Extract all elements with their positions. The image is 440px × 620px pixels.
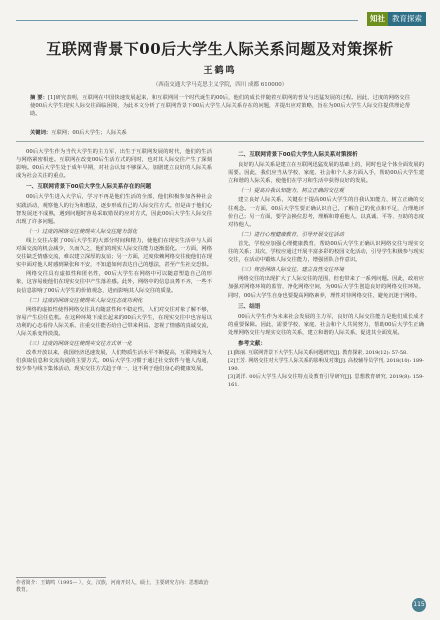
- keywords: [30, 128, 410, 136]
- body-paragraph: 改革开放以来，我国经济迅速发展，人们物质生活水平不断提高，互联网成为人们获取信息和交流沟通的主要方式。00后大学生习惯于通过社交软件与他人沟通，较少参与线下集体活动，现实交往方式趋于单一，这不利于他们身心的健康发展。: [16, 350, 212, 373]
- subsection-heading: （二）进行心理健康教育，引导开展交往活动: [238, 231, 344, 238]
- body-paragraph: 00后大学生作为当代大学生的主力军，出生于互联网发展的时代，他们的生活与网络紧密相连。互联网在改变00后生活方式的同时，也对其人际交往产生了深刻影响。00后大学生处于成年早期，对社会认知不够深入，加剧建立良好的人际关系成为社会关注的重点。: [16, 149, 212, 180]
- reference-entry: [1]陈丽. 互联网背景下大学生人际关系问题研究[J]. 教育探索, 2019(12): 57-58.: [228, 350, 408, 357]
- article-author: 王鹤鸣: [203, 66, 237, 76]
- abstract-text: [1]研究表明，互联网在中国快速发展起来，和互联网同一个时代诞生的00后，他们的成长伴随着互联网的普及与迅猛发展的过程。因此，过度的网络交往使00后大学生现实人际交往面临困境，为此本文分析了互联网背景下00后大学生人际关系存在的问题，并提出应对策略，旨在为00后大学生人际交往提供理论帮助。: [30, 95, 410, 118]
- subsection-heading: （二）过度的网络交往使现实人际交往态度功利化: [26, 297, 143, 304]
- section-tag-short: 知社: [367, 12, 388, 26]
- author-footnote: 作者简介：王鹤鸣（1995— ），女，汉族，河南开封人，硕士，主要研究方向：思想政治教育。: [16, 580, 209, 593]
- section-heading: 三、结语: [238, 303, 261, 310]
- author-affiliation: （西南交通大学马克思主义学院，四川 成都 610000）: [152, 82, 288, 88]
- section-heading: 一、互联网背景下00后大学生人际关系存在的问题: [26, 184, 152, 191]
- reference-entry: [3]刘洋. 00后大学生人际交往特点及教育引导研究[J]. 思想教育研究, 2019(8): 159-161.: [228, 374, 424, 388]
- section-heading: 二、互联网背景下00后大学生人际关系对策探析: [238, 152, 358, 158]
- body-column-left: [16, 148, 212, 374]
- abstract: [30, 94, 410, 119]
- article-title: 互联网背景下00后大学生人际关系问题及对策探析: [46, 40, 394, 58]
- body-paragraph: 网络交往的出现扩大了人际交往的范围，但也带来了一系列问题。因此，政府应加强对网络环境的监管，净化网络空间，为00后大学生创造良好的网络交往环境。同时，00后大学生自身也要提高网络素养，理性对待网络交往，避免沉迷于网络。: [228, 276, 424, 299]
- body-paragraph: 00后大学生进入大学后，学习不再是他们生活的全部，他们积极参加各种社会实践活动，观察他人的行为和想法，逐步形成自己的人际交往方式。但是由于他们心智发展还不成熟，遇到问题时容易采取错误的应对方式，因此00后大学生人际交往出现了许多问题。: [16, 194, 212, 225]
- abstract-divider: [16, 141, 424, 142]
- subsection-heading: （一）提高自我认知能力，树立正确的交往观: [238, 188, 344, 195]
- body-paragraph: 00后大学生作为未来社会发展的主力军，良好的人际交往能力是他们成长成才的重要保障。因此，需要学校、家庭、社会和个人共同努力，帮助00后大学生正确处理网络交往与现实交往的关系，建立和谐的人际关系，促进其全面发展。: [228, 313, 424, 336]
- reference-entry: [2]王芳. 网络交往对大学生人际关系的影响及对策[J]. 高校辅导员学刊, 2018(10): 189-190.: [228, 358, 424, 372]
- page-number: 115: [412, 598, 426, 612]
- subsection-heading: （一）过度的网络交往使现实人际交往能力弱化: [26, 228, 138, 235]
- section-tag: [367, 12, 426, 26]
- subsection-heading: （三）过度的网络交往使现实交往方式单一化: [26, 341, 132, 348]
- footnote-rule: [16, 577, 106, 578]
- body-paragraph: 首先，学校应加强心理健康教育，帮助00后大学生正确认识网络交往与现实交往的关系；其次，学校应通过开展丰富多彩的校园文化活动，引导学生积极参与现实交往，在活动中锻炼人际交往能力，增强团队合作意识。: [228, 240, 424, 264]
- body-paragraph: 网络的虚拟性使得网络交往具有随意性和不稳定性，人们对交往对象了解不够，容易产生信任危机。在这种环境下成长起来的00后大学生，在现实交往中也容易以功利的心态看待人际关系，注重交往能否给自己带来利益，忽视了情感的真诚交流，人际关系变得淡漠。: [16, 306, 212, 337]
- body-column-right: [228, 148, 424, 390]
- abstract-label: 摘 要：: [30, 95, 48, 101]
- section-tag-label: 教育探索: [388, 12, 426, 26]
- body-paragraph: 网络交往具有虚拟性和匿名性，00后大学生在网络中可以随意塑造自己的形象，这容易使他们在现实交往中产生落差感。此外，网络中的信息良莠不齐，一些不良信息影响了00后大学生的价值观念，进而影响其人际交往的质量。: [16, 271, 212, 294]
- body-paragraph: 线上交往占据了00后大学生的大部分时间和精力，使他们在现实生活中与人面对面交流的机会减少，久而久之，他们的现实人际交往能力逐渐弱化。一方面，网络交往缺乏情感交流，难以建立深厚的友谊；另一方面，过度依赖网络交往使他们在现实中面对他人时感到紧张和不安，不知道如何表达自己的想法，甚至产生社交恐惧。: [16, 237, 212, 269]
- section-heading: 参考文献：: [238, 340, 266, 347]
- body-paragraph: 建立良好人际关系，关键在于提高00后大学生的自我认知能力，树立正确的交往观念。一方面，00后大学生要正确认识自己，了解自己的优点和不足，合理地评价自己；另一方面，要学会换位思考，理解和尊重他人，以真诚、平等、互助的态度对待他人。: [228, 197, 424, 228]
- running-header: [0, 0, 440, 30]
- keywords-text: 互联网；00后大学生；人际关系: [51, 130, 127, 136]
- body-paragraph: 良好的人际关系是建立在互联网迅猛发展的基础上的，同时也是个体全面发展的需要。因此，我们应当从学校、家庭、社会和个人多方面入手，帮助00后大学生建立和谐的人际关系，使他们在学习和生活中获得良好的发展。: [228, 162, 424, 185]
- keywords-label: 关键词：: [30, 130, 52, 136]
- subsection-heading: （三）规范网络人际交往，建立良性交往环境: [238, 267, 344, 274]
- header-rule: [16, 20, 358, 21]
